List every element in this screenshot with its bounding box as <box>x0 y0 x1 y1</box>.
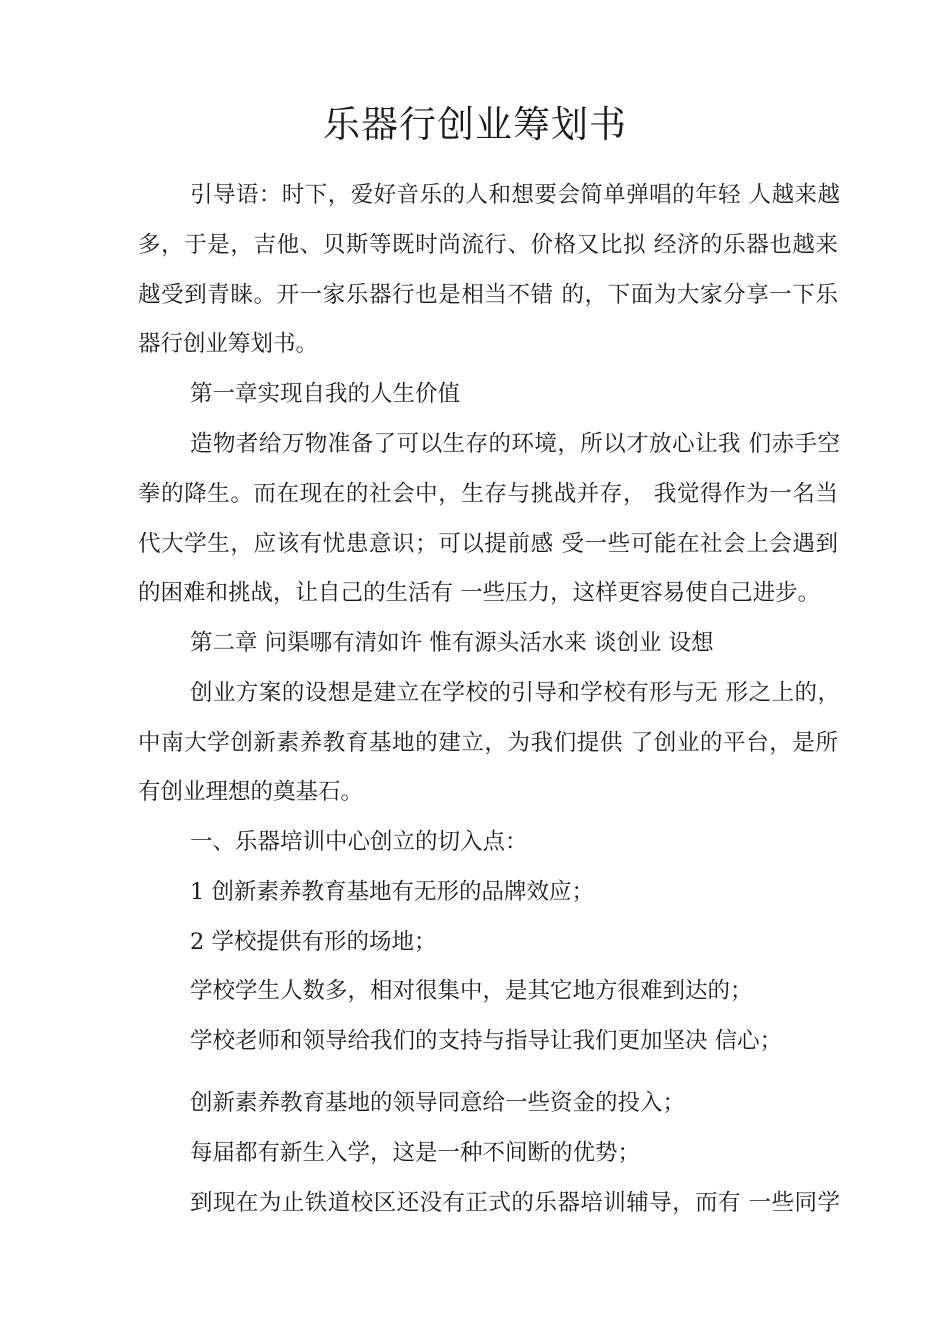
paragraph-line: 的困难和挑战，让自己的生活有 一些压力，这样更容易使自己进步。 <box>138 580 821 606</box>
list-item: 每届都有新生入学，这是一种不间断的优势； <box>190 1140 641 1166</box>
document-title: 乐器行创业筹划书 <box>323 103 627 146</box>
list-item: 到现在为止铁道校区还没有正式的乐器培训辅导，而有 一些同学 <box>190 1190 840 1216</box>
paragraph-line: 越受到青睐。开一家乐器行也是相当不错 的，下面为大家分享一下乐 <box>138 282 838 308</box>
paragraph-line: 中南大学创新素养教育基地的建立，为我们提供 了创业的平台，是所 <box>138 730 838 756</box>
list-item: 创新素养教育基地的领导同意给一些资金的投入； <box>190 1090 686 1116</box>
paragraph-line: 创业方案的设想是建立在学校的引导和学校有形与无 形之上的， <box>190 680 840 706</box>
paragraph-line: 造物者给万物准备了可以生存的环境，所以才放心让我 们赤手空 <box>190 431 840 457</box>
list-item: 2 学校提供有形的场地； <box>190 929 437 955</box>
paragraph-line: 有创业理想的奠基石。 <box>138 779 364 805</box>
chapter-heading: 第二章 问渠哪有清如许 惟有源头活水来 谈创业 设想 <box>190 630 714 656</box>
paragraph-line: 多，于是，吉他、贝斯等既时尚流行、价格又比拟 经济的乐器也越来 <box>138 232 838 258</box>
list-item: 1 创新素养教育基地有无形的品牌效应； <box>190 879 594 905</box>
paragraph-line: 拳的降生。而在现在的社会中，生存与挑战并存， 我觉得作为一名当 <box>138 481 838 507</box>
list-item: 学校学生人数多，相对很集中，是其它地方很难到达的； <box>190 978 753 1004</box>
paragraph-line: 器行创业筹划书。 <box>138 331 319 357</box>
list-item: 学校老师和领导给我们的支持与指导让我们更加坚决 信心； <box>190 1028 783 1054</box>
paragraph-line: 引导语：时下，爱好音乐的人和想要会简单弹唱的年轻 人越来越 <box>190 182 840 208</box>
paragraph-line: 代大学生，应该有忧患意识；可以提前感 受一些可能在社会上会遇到 <box>138 531 838 557</box>
section-heading: 一、乐器培训中心创立的切入点： <box>190 829 528 855</box>
chapter-heading: 第一章实现自我的人生价值 <box>190 381 461 407</box>
